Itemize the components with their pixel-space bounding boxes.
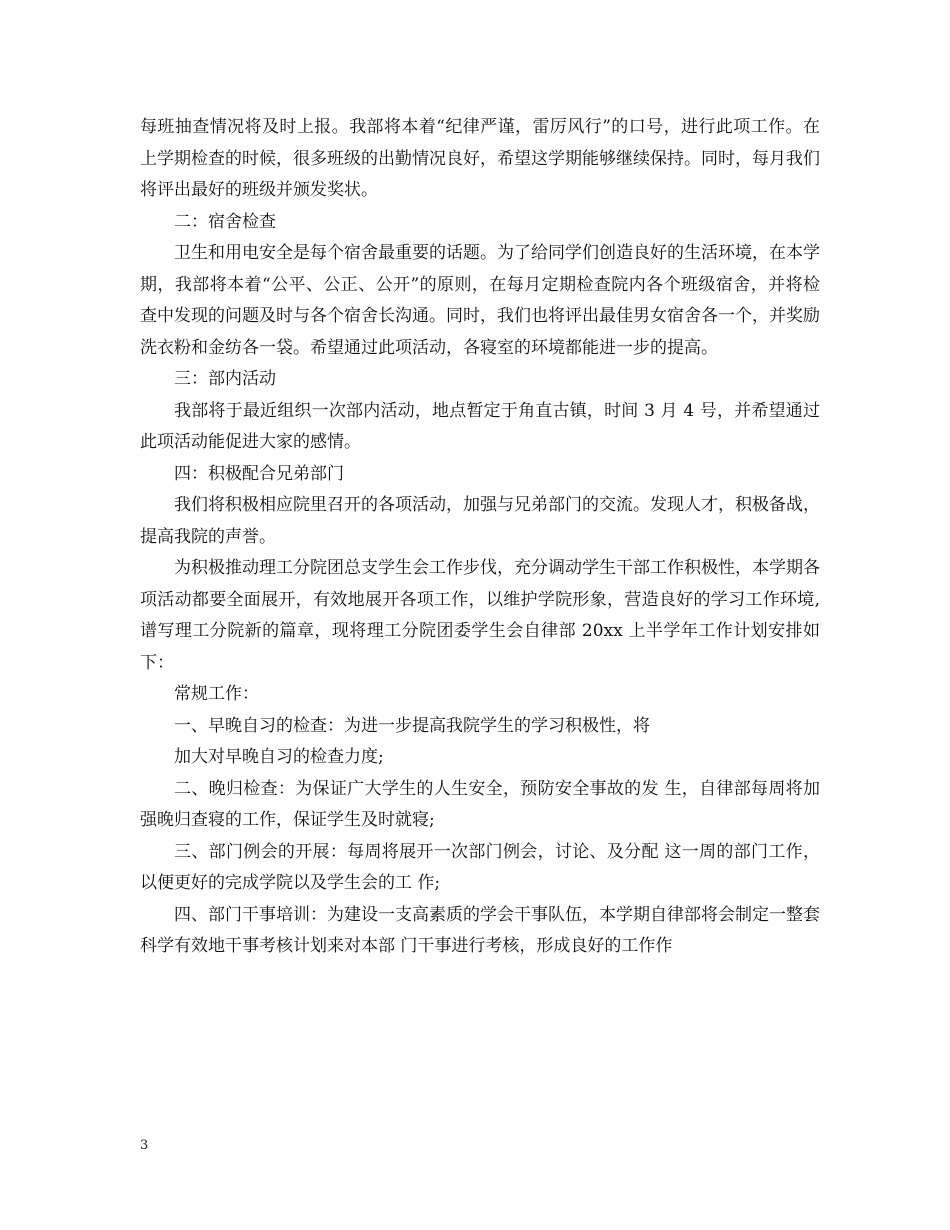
list-item-continuation: 加大对早晚自习的检查力度; — [174, 747, 384, 767]
paragraph: 卫生和用电安全是每个宿舍最重要的话题。为了给同学们创造良好的生活环境，在本学期，我部将本着“公平、公正、公开”的原则，在每月定期检查院内各个班级宿舍，并将检查中发现的问题及时与各个宿舍长沟通。同时，我们也将评出最佳男女宿舍各一个，并奖励洗衣粉和金纺各一袋。希望通过此项活动，各寝室的环境都能进一步的提高。 — [140, 243, 820, 358]
paragraph: 我们将积极相应院里召开的各项活动，加强与兄弟部门的交流。发现人才，积极备战，提高我院的声誉。 — [140, 495, 820, 547]
section-heading-dormitory: 二：宿舍检查 — [174, 211, 276, 232]
paragraph: 我部将于最近组织一次部内活动，地点暂定于角直古镇，时间 3 月 4 号，并希望通过此项活动能促进大家的感情。 — [140, 400, 820, 452]
section-heading-cooperation: 四：积极配合兄弟部门 — [174, 463, 344, 484]
section-heading-internal-activity: 三：部内活动 — [174, 369, 276, 389]
section-heading-routine-work: 常规工作： — [174, 684, 259, 704]
page-number: 3 — [140, 1138, 149, 1153]
list-item: 二、晚归检查：为保证广大学生的人生安全，预防安全事故的发 生，自律部每周将加强晚归查寝的工作，保证学生及时就寝; — [140, 778, 820, 830]
list-item: 一、早晚自习的检查：为进一步提高我院学生的学习积极性，将 — [174, 715, 650, 736]
paragraph: 每班抽查情况将及时上报。我部将本着“纪律严谨，雷厉风行”的口号，进行此项工作。在上学期检查的时候，很多班级的出勤情况良好，希望这学期能够继续保持。同时，每月我们将评出最好的班级并颁发奖状。 — [140, 117, 820, 200]
document-body — [140, 112, 820, 963]
paragraph: 为积极推动理工分院团总支学生会工作步伐，充分调动学生干部工作积极性，本学期各项活动都要全面展开，有效地展开各项工作，以维护学院形象，营造良好的学习工作环境,谱写理工分院新的篇章，现将理工分院团委学生会自律部 20xx 上半学年工作计划安排如下： — [140, 558, 820, 673]
list-item: 四、部门干事培训：为建设一支高素质的学会干事队伍，本学期自律部将会制定一整套科学有效地干事考核计划来对本部 门干事进行考核，形成良好的工作作 — [140, 904, 820, 956]
list-item: 三、部门例会的开展：每周将展开一次部门例会，讨论、及分配 这一周的部门工作，以便更好的完成学院以及学生会的工 作; — [140, 841, 820, 893]
